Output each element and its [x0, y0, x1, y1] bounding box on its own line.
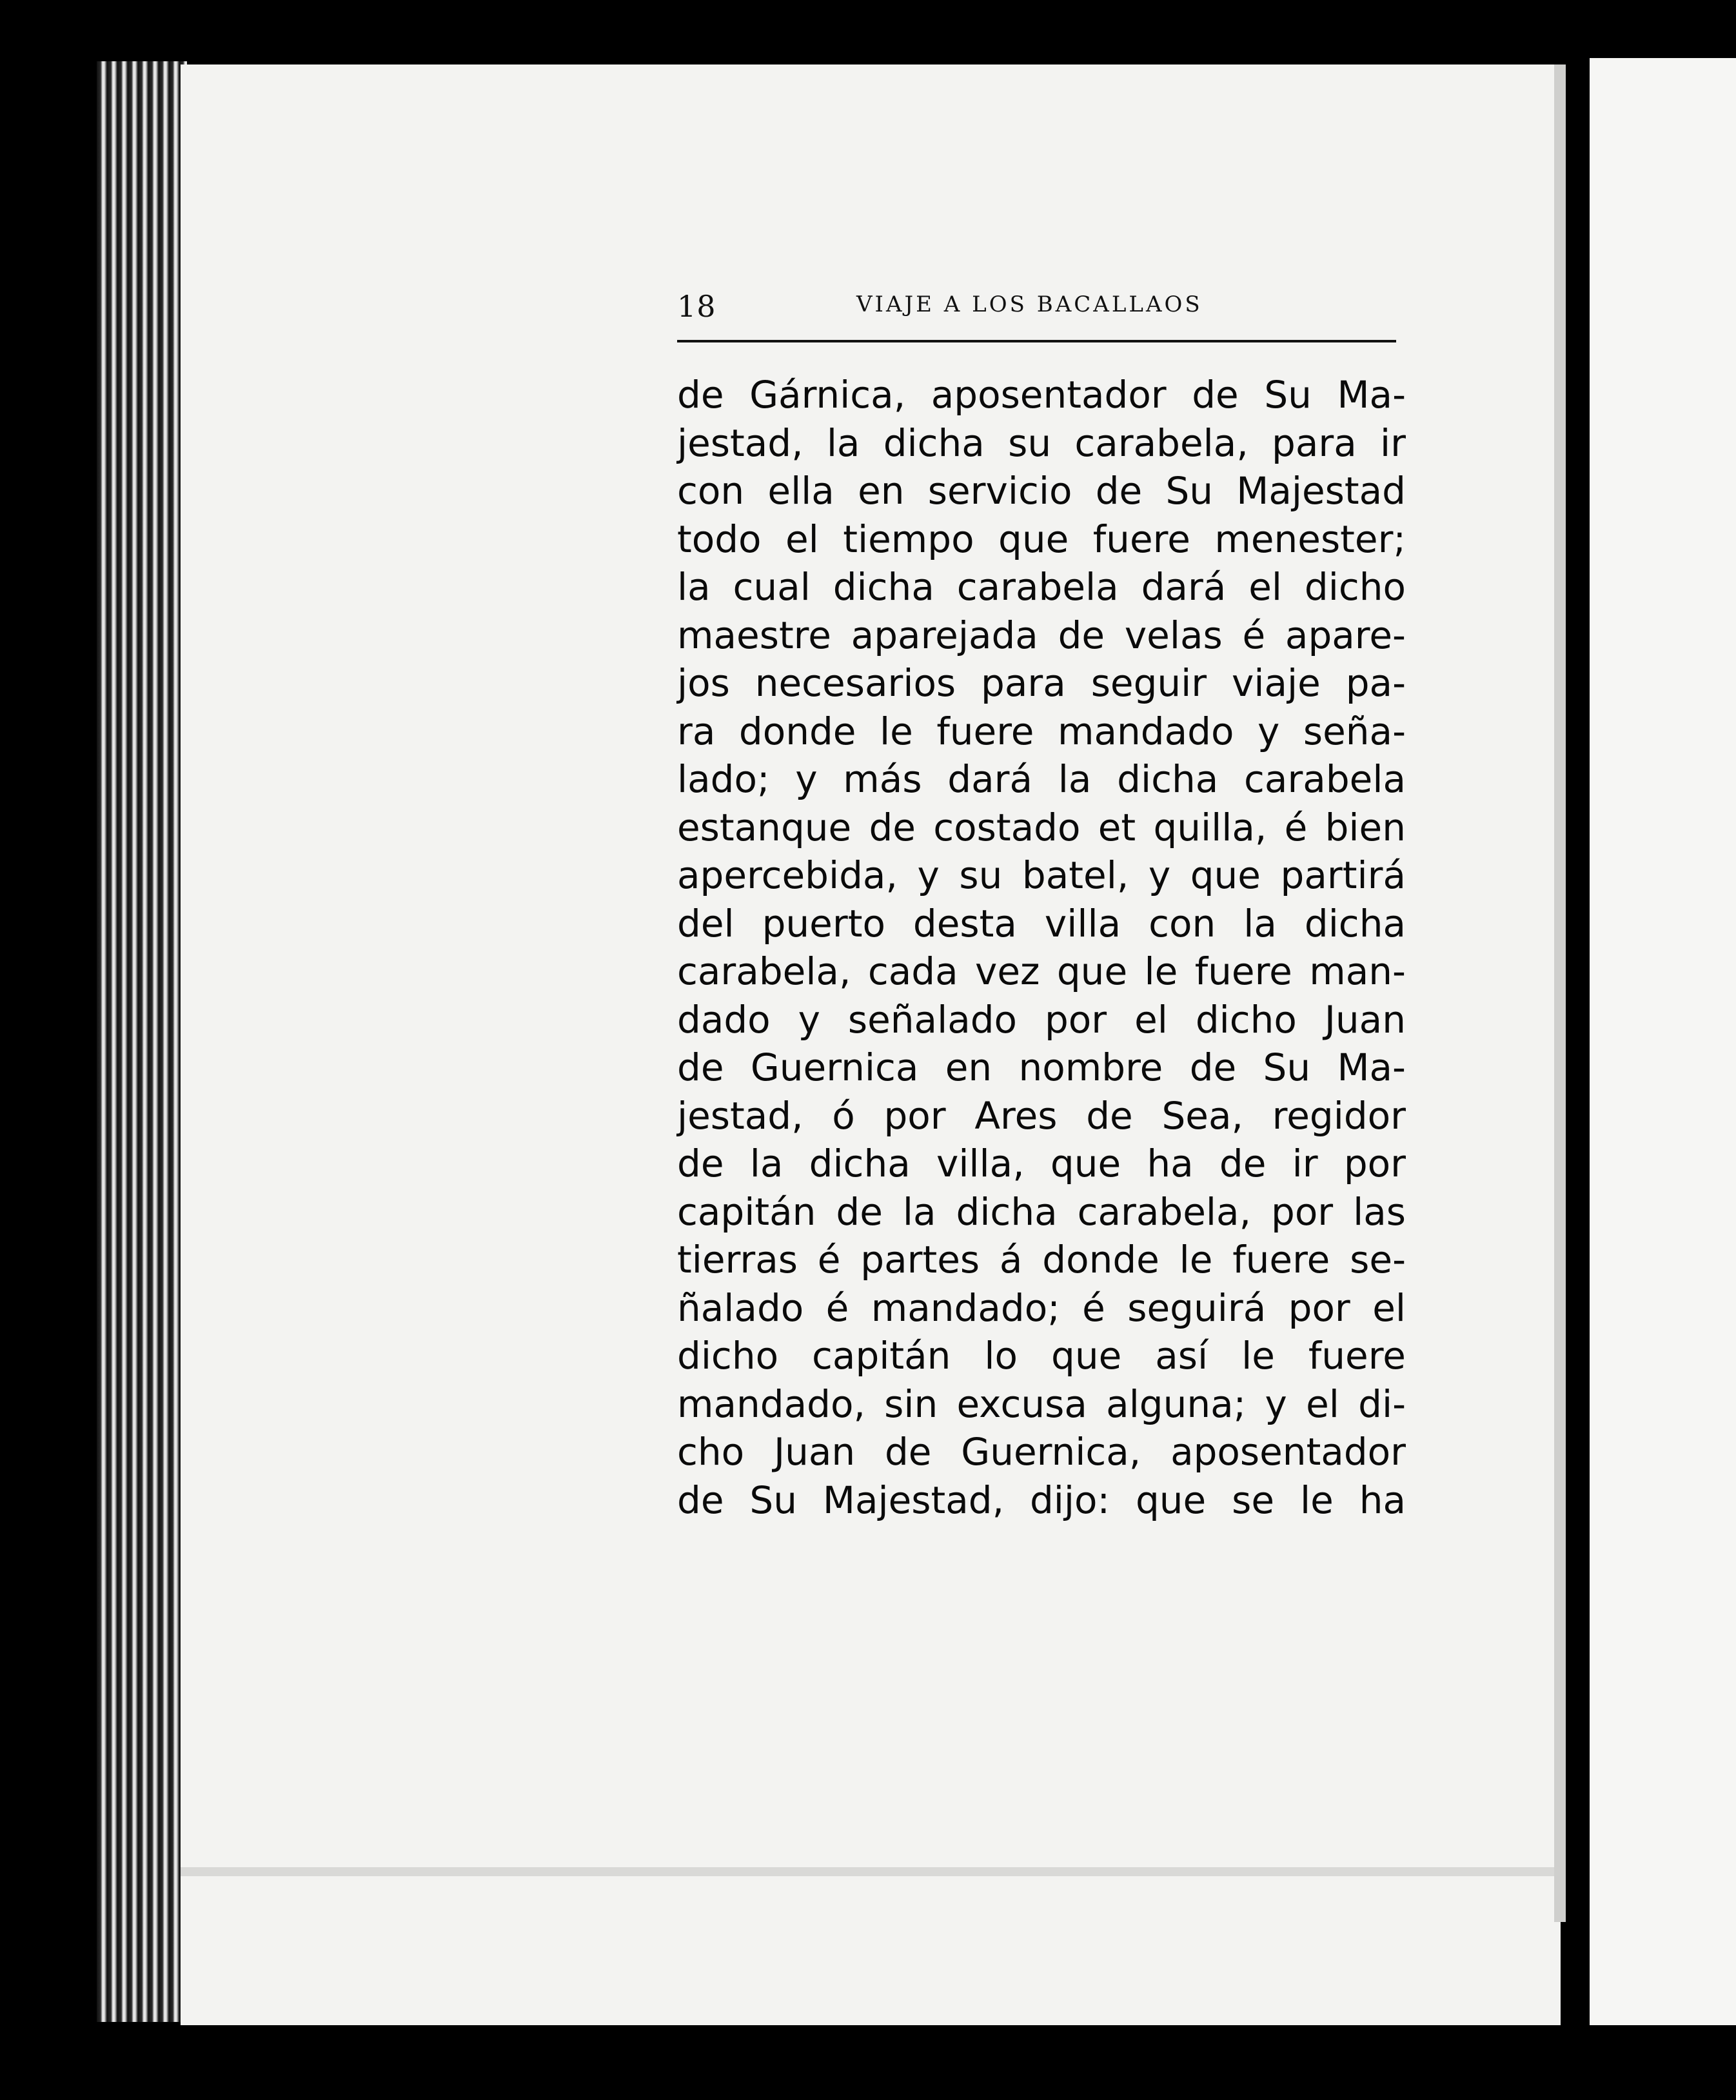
text-line: del puerto desta villa con la dicha [677, 901, 1406, 946]
text-line: de Su Majestad, dijo: que se le ha [677, 1478, 1406, 1522]
text-line: jestad, ó por Ares de Sea, regidor [677, 1093, 1406, 1138]
page-number: 18 [677, 289, 716, 324]
text-line: apercebida, y su batel, y que partirá [677, 853, 1406, 897]
text-line: mandado, sin excusa alguna; y el di- [677, 1382, 1406, 1426]
page-bottom-edge [181, 1867, 1561, 1876]
page-right-edge [1554, 64, 1566, 1922]
page-block-edges [97, 61, 187, 2022]
text-line: todo el tiempo que fuere menester; [677, 517, 1406, 561]
text-line: estanque de costado et quilla, é bien [677, 805, 1406, 849]
text-line: con ella en servicio de Su Majestad [677, 469, 1406, 513]
text-line: carabela, cada vez que le fuere man- [677, 949, 1406, 993]
running-head [677, 284, 1399, 335]
text-line: dado y señalado por el dicho Juan [677, 997, 1406, 1042]
text-line: de la dicha villa, que ha de ir por [677, 1142, 1406, 1185]
text-line: cho Juan de Guernica, aposentador [677, 1430, 1406, 1474]
body-text [677, 371, 1406, 1524]
text-line: tierras é partes á donde le fuere se- [677, 1238, 1406, 1282]
text-line: lado; y más dará la dicha carabela [677, 757, 1406, 801]
running-title: VIAJE A LOS BACALLAOS [856, 292, 1203, 317]
text-line: la cual dicha carabela dará el dicho [677, 565, 1406, 609]
text-line: jestad, la dicha su carabela, para ir [677, 421, 1406, 465]
text-line: ra donde le fuere mandado y seña- [677, 709, 1406, 753]
text-line: ñalado é mandado; é seguirá por el [677, 1285, 1406, 1330]
text-line: jos necesarios para seguir viaje pa- [677, 661, 1406, 705]
text-line: maestre aparejada de velas é apare- [677, 613, 1406, 657]
text-line: dicho capitán lo que así le fuere [677, 1334, 1406, 1378]
header-rule [677, 340, 1396, 342]
facing-page-edge [1590, 58, 1736, 2025]
text-line: de Guernica en nombre de Su Ma- [677, 1045, 1406, 1089]
text-line: de Gárnica, aposentador de Su Ma- [677, 373, 1406, 417]
text-line: capitán de la dicha carabela, por las [677, 1189, 1406, 1234]
